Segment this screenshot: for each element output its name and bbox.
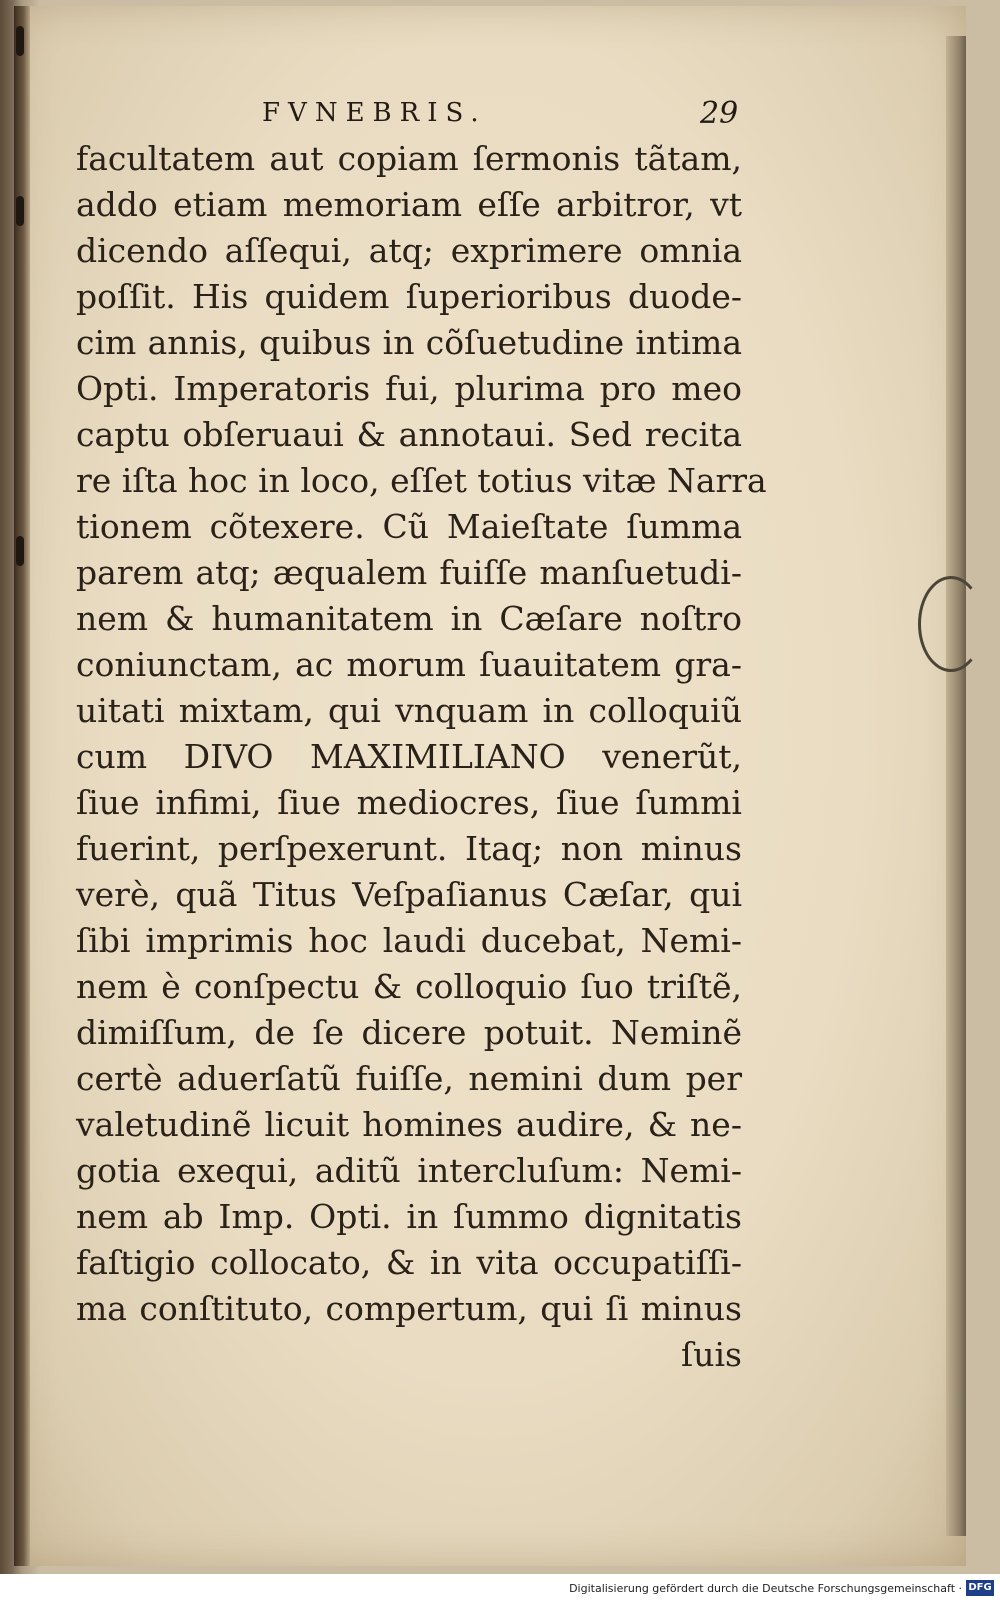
- footer-credit: Digitalisierung gefördert durch die Deutsche Forschungsgemeinschaft ·: [569, 1582, 962, 1595]
- text-line: re iſta hoc in loco, eſſet totius vitæ Narra: [76, 461, 767, 500]
- binding-edge: [14, 6, 30, 1566]
- running-head: FVNEBRIS.: [262, 98, 487, 128]
- text-line: dimiſſum, de ſe dicere potuit. Neminẽ: [76, 1013, 742, 1052]
- text-line: ſibi imprimis hoc laudi ducebat, Nemi-: [76, 921, 742, 960]
- binding-thread: [16, 536, 24, 566]
- text-line: certè aduerſatũ fuiſſe, nemini dum per: [76, 1059, 742, 1098]
- binding-thread: [16, 26, 24, 56]
- text-line: cum DIVO MAXIMILIANO venerũt,: [76, 737, 742, 776]
- text-line: cim annis, quibus in cõſuetudine intima: [76, 323, 742, 362]
- text-line: addo etiam memoriam eſſe arbitror, vt: [76, 185, 742, 224]
- text-line: gotia exequi, aditũ intercluſum: Nemi-: [76, 1151, 742, 1190]
- text-line: nem & humanitatem in Cæſare noſtro: [76, 599, 742, 638]
- text-line: captu obſeruaui & annotaui. Sed recita: [76, 415, 742, 454]
- digitization-footer: [0, 1574, 1000, 1604]
- binding-thread: [16, 196, 24, 226]
- text-line: valetudinẽ licuit homines audire, & ne-: [76, 1105, 742, 1144]
- text-line: ma conſtituto, compertum, qui ſi minus: [76, 1289, 742, 1328]
- text-line: coniunctam, ac morum ſuauitatem gra-: [76, 645, 742, 684]
- text-line: tionem cõtexere. Cũ Maieſtate ſumma: [76, 507, 742, 546]
- text-line: uitati mixtam, qui vnquam in colloquiũ: [76, 691, 742, 730]
- text-line: nem ab Imp. Opti. in ſummo dignitatis: [76, 1197, 742, 1236]
- text-line: poſſit. His quidem ſuperioribus duode-: [76, 277, 742, 316]
- text-line: fuerint, perſpexerunt. Itaq; non minus: [76, 829, 742, 868]
- text-line: facultatem aut copiam ſermonis tãtam,: [76, 139, 742, 178]
- text-line: dicendo aſſequi, atq; exprimere omnia: [76, 231, 742, 270]
- text-line: faſtigio collocato, & in vita occupatiſſi-: [76, 1243, 742, 1282]
- page-number: 29: [700, 96, 739, 131]
- text-line: Opti. Imperatoris fui, plurima pro meo: [76, 369, 742, 408]
- text-line: verè, quã Titus Veſpaſianus Cæſar, qui: [76, 875, 742, 914]
- text-line: ſiue infimi, ſiue mediocres, ſiue ſummi: [76, 783, 742, 822]
- bookmark-ribbon: [918, 576, 984, 672]
- text-line: parem atq; æqualem fuiſſe manſuetudi-: [76, 553, 742, 592]
- page-fore-edge: [946, 36, 966, 1536]
- catchword: ſuis: [681, 1335, 742, 1374]
- text-line: nem è conſpectu & colloquio ſuo triſtẽ,: [76, 967, 742, 1006]
- body-text: [76, 136, 767, 1378]
- dfg-logo: DFG: [966, 1580, 994, 1596]
